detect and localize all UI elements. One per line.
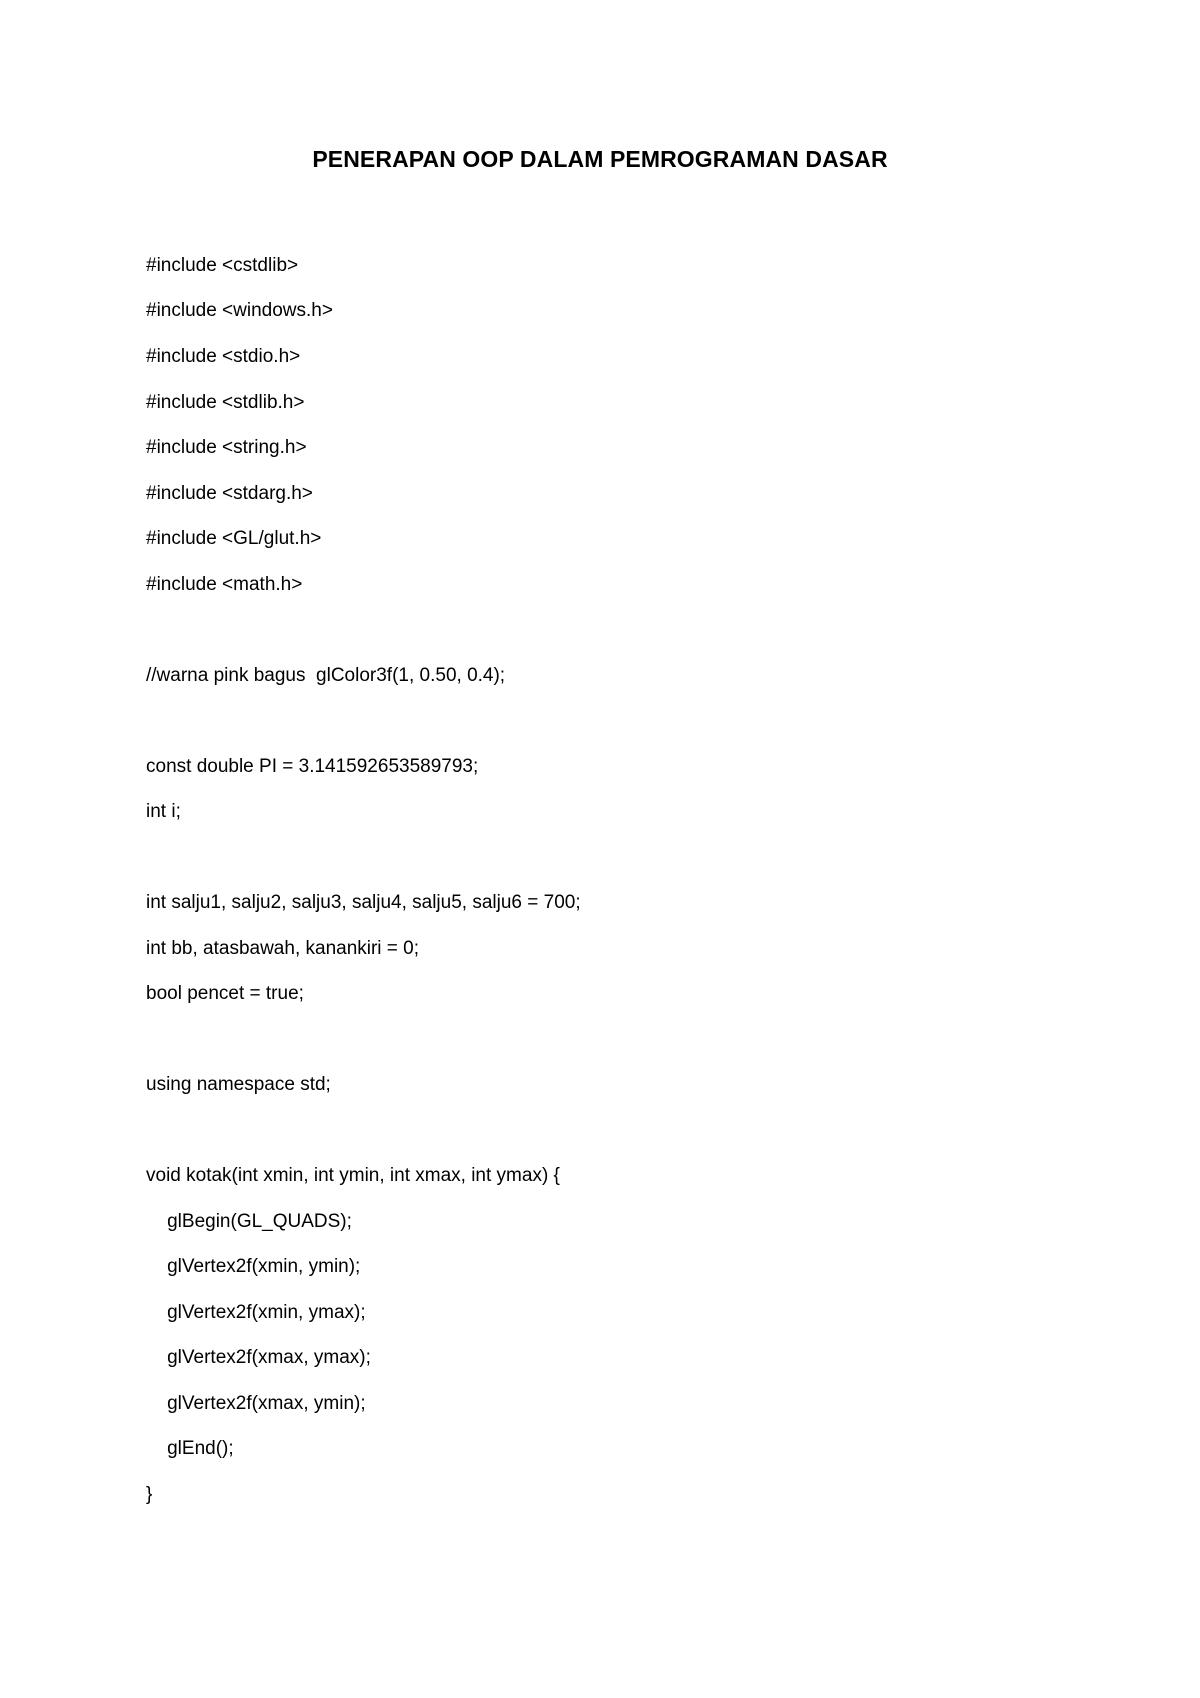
code-line: glVertex2f(xmin, ymin); bbox=[146, 1256, 361, 1277]
code-line: #include <GL/glut.h> bbox=[146, 528, 322, 549]
code-line: //warna pink bagus glColor3f(1, 0.50, 0.4); bbox=[146, 665, 506, 686]
code-line: #include <math.h> bbox=[146, 574, 303, 595]
code-line: #include <windows.h> bbox=[146, 300, 333, 321]
code-line: #include <stdlib.h> bbox=[146, 392, 305, 413]
code-line: glBegin(GL_QUADS); bbox=[146, 1211, 352, 1232]
code-line: bool pencet = true; bbox=[146, 983, 304, 1004]
code-line: #include <stdio.h> bbox=[146, 346, 301, 367]
code-line: #include <cstdlib> bbox=[146, 255, 299, 276]
code-line: int salju1, salju2, salju3, salju4, salju5, salju6 = 700; bbox=[146, 892, 581, 913]
code-line: int bb, atasbawah, kanankiri = 0; bbox=[146, 938, 420, 959]
code-line: } bbox=[146, 1484, 153, 1505]
code-line: void kotak(int xmin, int ymin, int xmax, int ymax) { bbox=[146, 1165, 560, 1186]
code-line: glVertex2f(xmax, ymin); bbox=[146, 1393, 366, 1414]
document-title: PENERAPAN OOP DALAM PEMROGRAMAN DASAR bbox=[312, 146, 888, 172]
code-line: glVertex2f(xmin, ymax); bbox=[146, 1302, 366, 1323]
code-line: glVertex2f(xmax, ymax); bbox=[146, 1347, 371, 1368]
code-line: glEnd(); bbox=[146, 1438, 234, 1459]
code-line: #include <stdarg.h> bbox=[146, 483, 313, 504]
code-line: #include <string.h> bbox=[146, 437, 307, 458]
code-line: int i; bbox=[146, 801, 181, 822]
code-line: const double PI = 3.141592653589793; bbox=[146, 756, 479, 777]
code-line: using namespace std; bbox=[146, 1074, 331, 1095]
